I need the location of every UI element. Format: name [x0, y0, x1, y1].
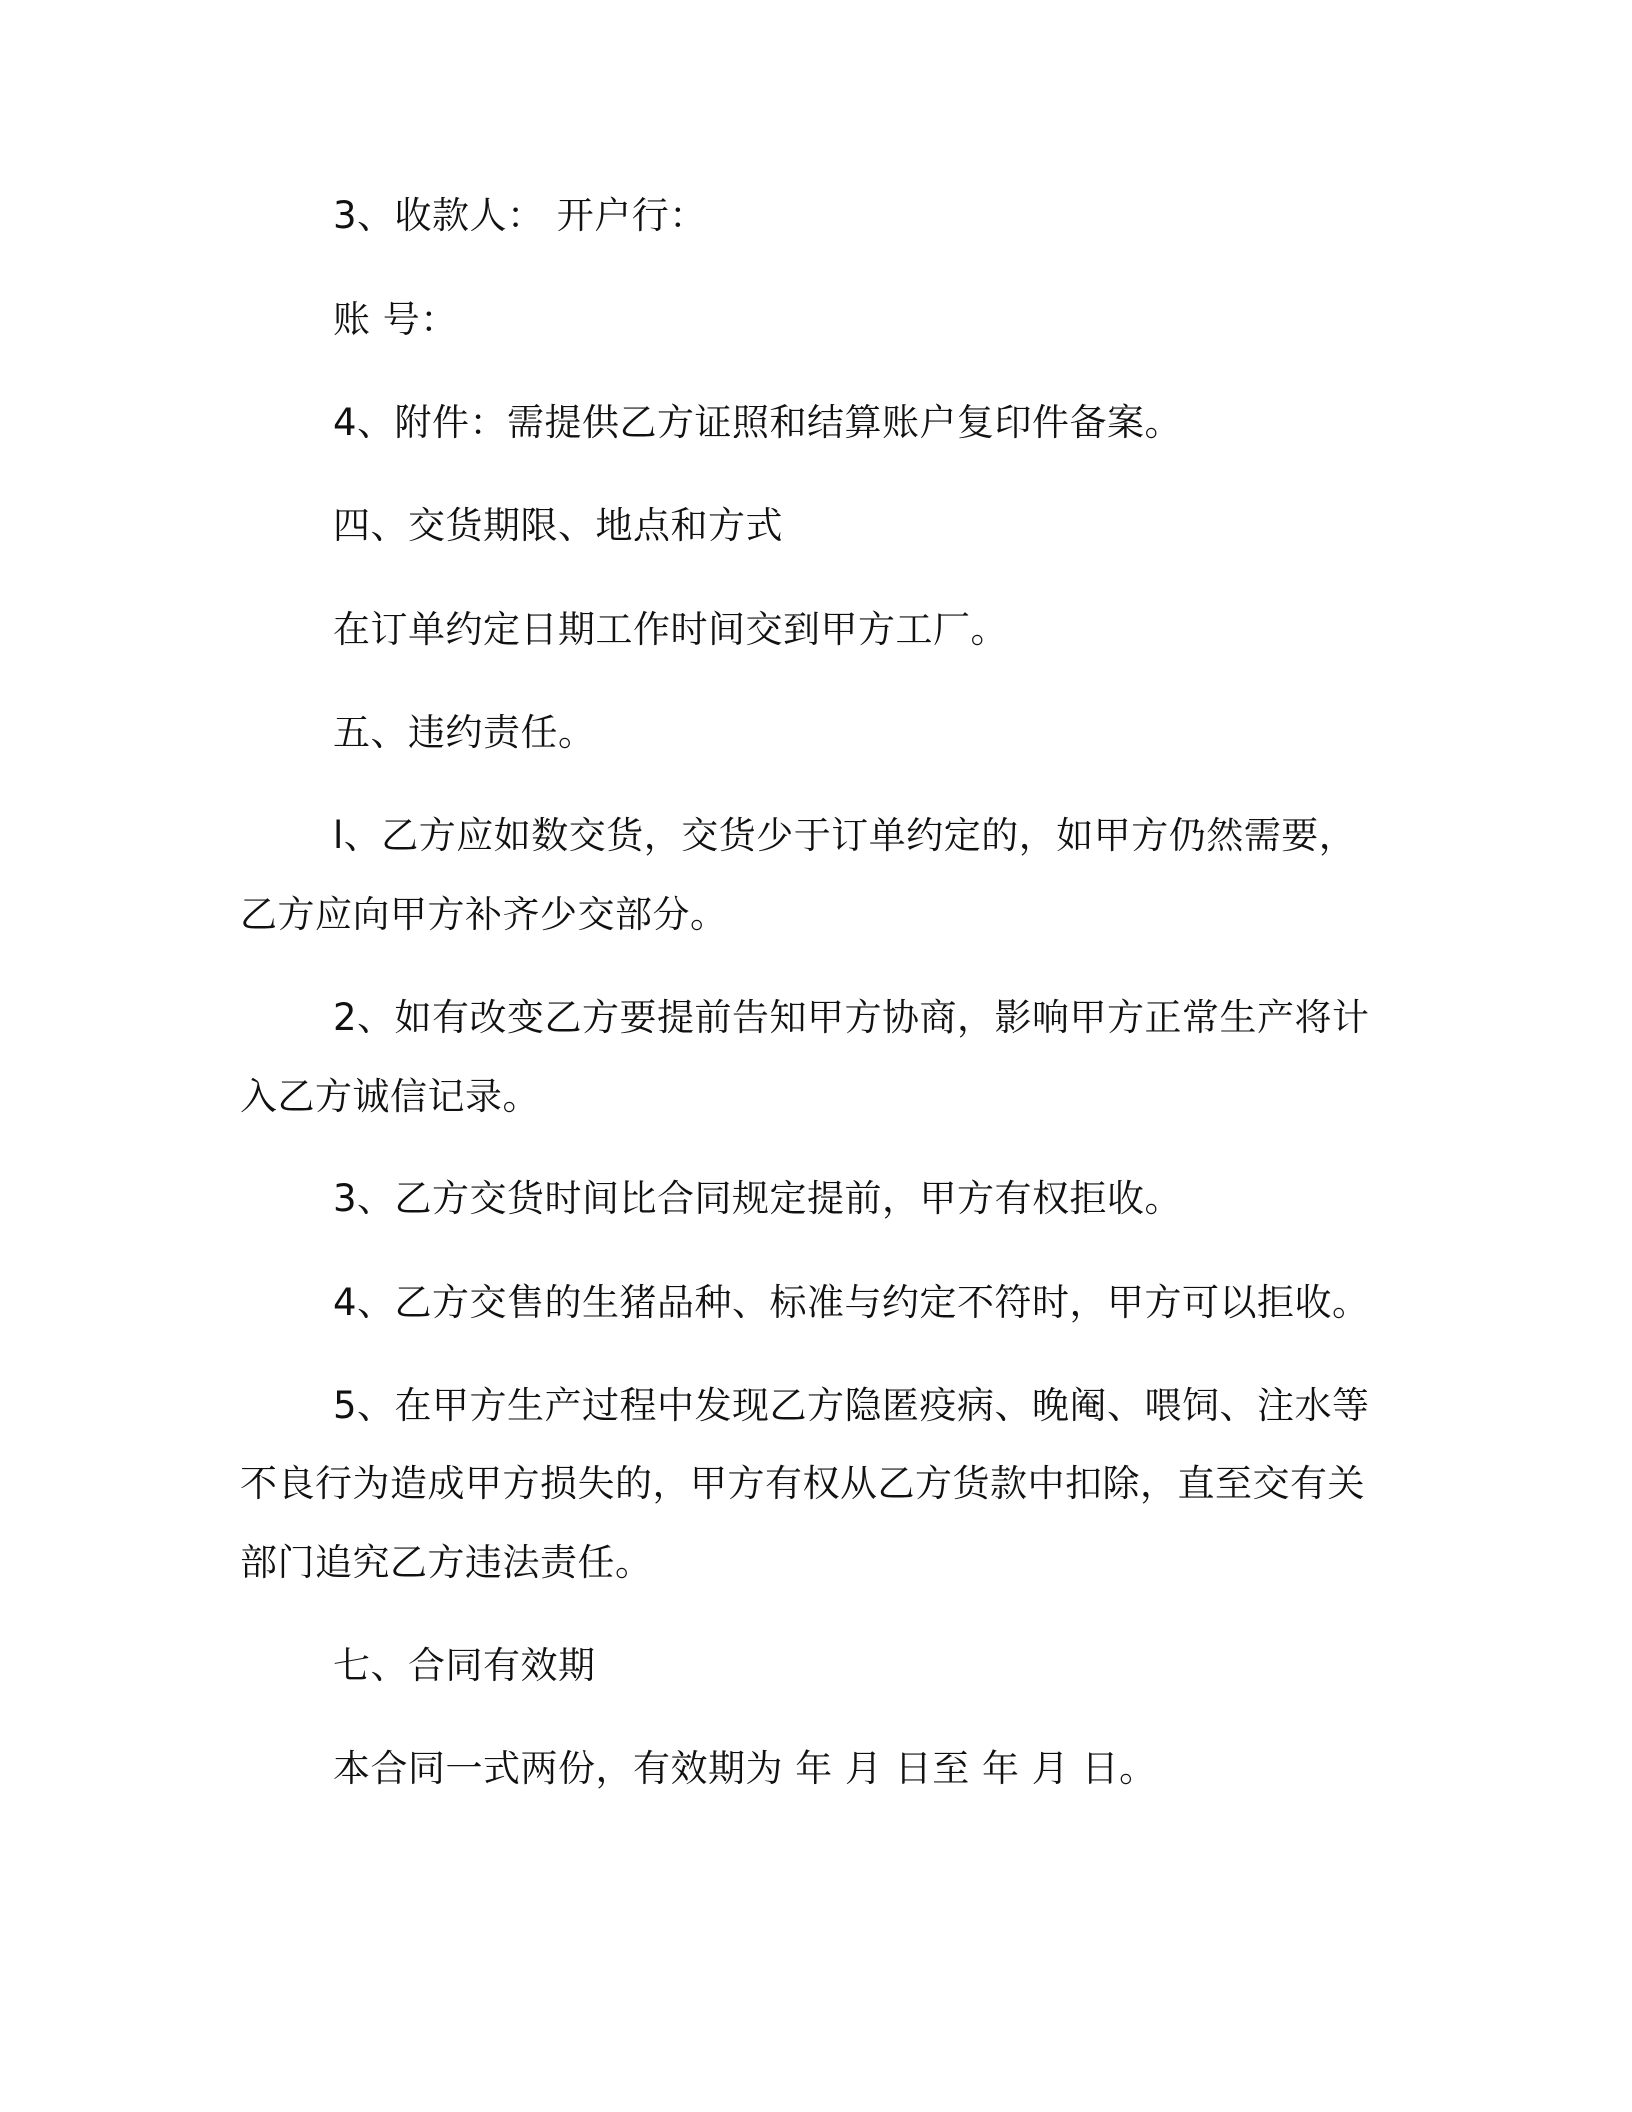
- liability-clause-5c: 部门追究乙方违法责任。: [240, 1541, 653, 1584]
- liability-clause-4: 4、乙方交售的生猪品种、标准与约定不符时，甲方可以拒收。: [333, 1281, 1370, 1324]
- delivery-clause: 在订单约定日期工作时间交到甲方工厂。: [333, 608, 1008, 651]
- section-seven-heading: 七、合同有效期: [333, 1644, 596, 1687]
- liability-clause-1b: 乙方应向甲方补齐少交部分。: [240, 893, 728, 936]
- liability-clause-1a: l、乙方应如数交货，交货少于订单约定的，如甲方仍然需要，: [333, 814, 1357, 857]
- liability-clause-5a: 5、在甲方生产过程中发现乙方隐匿疫病、晚阉、喂饲、注水等: [333, 1384, 1370, 1427]
- validity-clause: 本合同一式两份，有效期为 年 月 日至 年 月 日。: [333, 1747, 1157, 1790]
- attachment-clause: 4、附件：需提供乙方证照和结算账户复印件备案。: [333, 401, 1183, 444]
- section-five-heading: 五、违约责任。: [333, 711, 596, 754]
- liability-clause-5b: 不良行为造成甲方损失的，甲方有权从乙方货款中扣除，直至交有关: [240, 1462, 1365, 1505]
- liability-clause-2b: 入乙方诚信记录。: [240, 1075, 540, 1118]
- section-four-heading: 四、交货期限、地点和方式: [333, 504, 783, 547]
- payee-bank-line: 3、收款人： 开户行：: [333, 194, 707, 237]
- liability-clause-2a: 2、如有改变乙方要提前告知甲方协商，影响甲方正常生产将计: [333, 996, 1370, 1039]
- liability-clause-3: 3、乙方交货时间比合同规定提前，甲方有权拒收。: [333, 1177, 1183, 1220]
- account-number-line: 账 号：: [333, 298, 458, 341]
